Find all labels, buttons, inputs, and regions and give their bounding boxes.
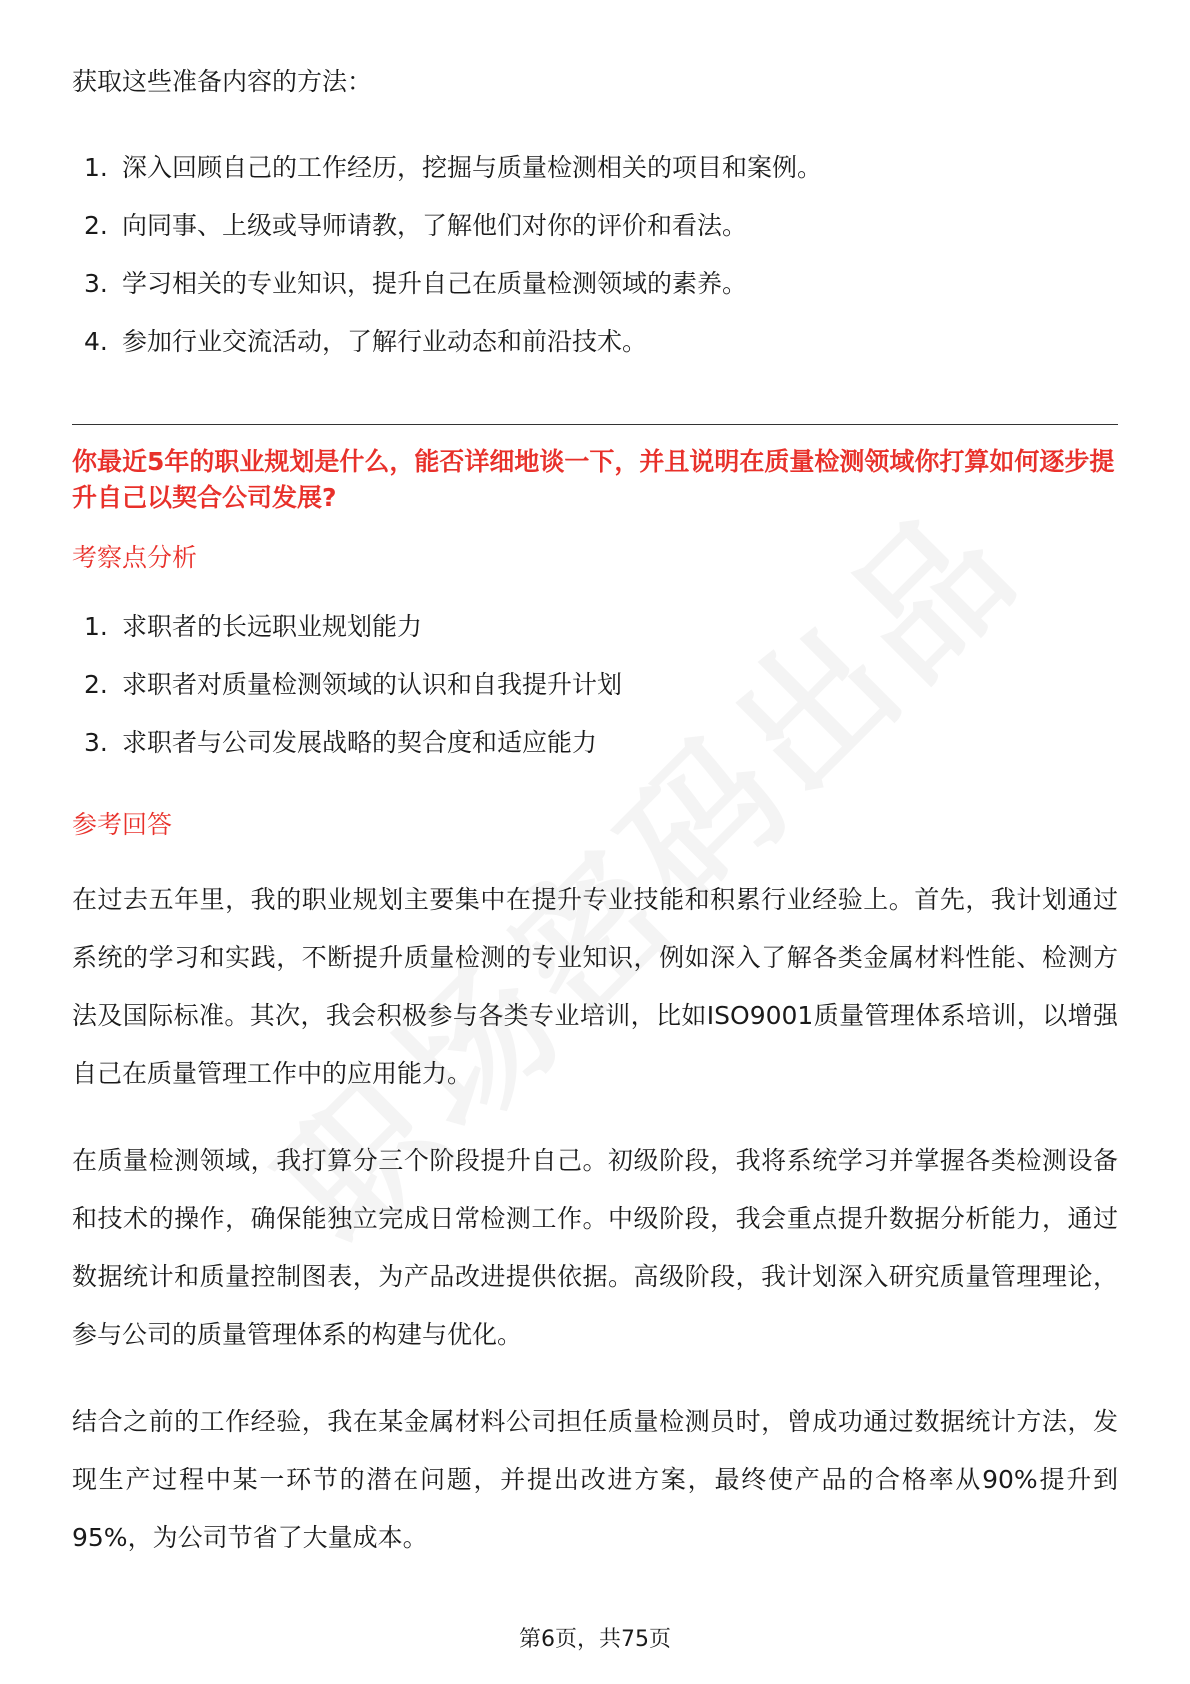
section-divider bbox=[72, 424, 1118, 425]
list-item bbox=[84, 607, 622, 665]
answer-heading: 参考回答 bbox=[72, 810, 173, 839]
list-text: 求职者与公司发展战略的契合度和适应能力 bbox=[122, 728, 598, 757]
answer-paragraph: 结合之前的工作经验，我在某金属材料公司担任质量检测员时，曾成功通过数据统计方法，发现生产过程中某一环节的潜在问题，并提出改进方案，最终使产品的合格率从90%提升到95%，为公司节省了大量成本。 bbox=[72, 1407, 1118, 1552]
answer-paragraph: 在过去五年里，我的职业规划主要集中在提升专业技能和积累行业经验上。首先，我计划通过系统的学习和实践，不断提升质量检测的专业知识，例如深入了解各类金属材料性能、检测方法及国际标准。其次，我会积极参与各类专业培训，比如ISO9001质量管理体系培训，以增强自己在质量管理工作中的应用能力。 bbox=[72, 885, 1118, 1088]
list-text: 求职者对质量检测领域的认识和自我提升计划 bbox=[122, 670, 623, 699]
list-number: 1. bbox=[84, 612, 108, 641]
list-item bbox=[84, 723, 622, 781]
list-number: 4. bbox=[84, 327, 108, 356]
list-number: 3. bbox=[84, 269, 108, 298]
list-text: 求职者的长远职业规划能力 bbox=[122, 612, 423, 641]
interview-question: 你最近5年的职业规划是什么，能否详细地谈一下，并且说明在质量检测领域你打算如何逐步提升自己以契合公司发展? bbox=[72, 447, 1115, 512]
list-item bbox=[84, 206, 822, 264]
list-text: 学习相关的专业知识，提升自己在质量检测领域的素养。 bbox=[122, 269, 748, 298]
page-footer: 第6页，共75页 bbox=[519, 1627, 671, 1652]
list-number: 3. bbox=[84, 728, 108, 757]
list-item bbox=[84, 322, 822, 380]
intro-text: 获取这些准备内容的方法： bbox=[72, 67, 373, 96]
list-item bbox=[84, 148, 822, 206]
list-item bbox=[84, 665, 622, 723]
list-text: 深入回顾自己的工作经历，挖掘与质量检测相关的项目和案例。 bbox=[122, 153, 823, 182]
list-number: 2. bbox=[84, 211, 108, 240]
analysis-heading: 考察点分析 bbox=[72, 543, 198, 572]
list-number: 1. bbox=[84, 153, 108, 182]
list-text: 参加行业交流活动，了解行业动态和前沿技术。 bbox=[122, 327, 648, 356]
methods-list bbox=[84, 148, 822, 380]
list-item bbox=[84, 264, 822, 322]
list-number: 2. bbox=[84, 670, 108, 699]
answer-paragraph: 在质量检测领域，我打算分三个阶段提升自己。初级阶段，我将系统学习并掌握各类检测设备和技术的操作，确保能独立完成日常检测工作。中级阶段，我会重点提升数据分析能力，通过数据统计和质量控制图表，为产品改进提供依据。高级阶段，我计划深入研究质量管理理论，参与公司的质量管理体系的构建与优化。 bbox=[72, 1146, 1118, 1349]
analysis-list bbox=[84, 607, 622, 781]
list-text: 向同事、上级或导师请教，了解他们对你的评价和看法。 bbox=[122, 211, 748, 240]
